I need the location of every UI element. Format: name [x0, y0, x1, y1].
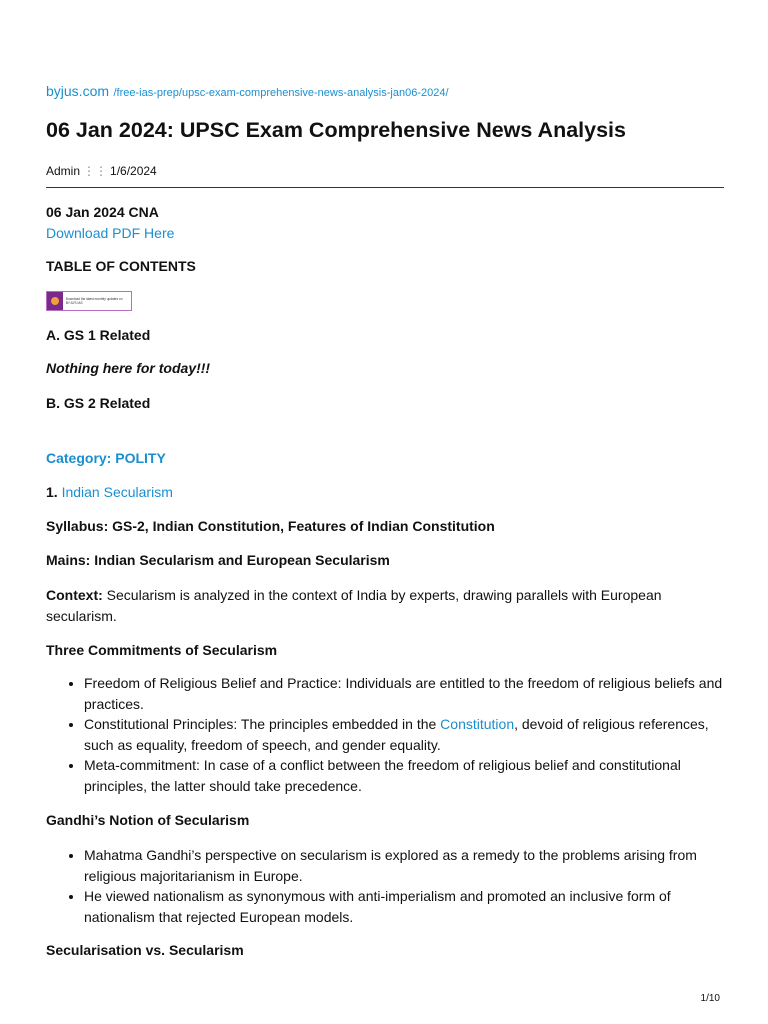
- list-item-text: , devoid of religious references, such as equality, freedom of speech, and gender equality.: [84, 716, 709, 753]
- context-text: Secularism is analyzed in the context of India by experts, drawing parallels with European secularism.: [46, 587, 662, 624]
- page-number: 1/10: [700, 993, 720, 1004]
- topic-heading: [46, 482, 173, 503]
- byjus-logo-icon: [47, 292, 63, 310]
- meta-separator: ⋮⋮: [83, 164, 108, 178]
- context-label: Context:: [46, 587, 103, 603]
- syllabus-line: Syllabus: GS-2, Indian Constitution, Features of Indian Constitution: [46, 518, 495, 534]
- article-meta: [46, 164, 157, 178]
- category-polity-link[interactable]: Category: POLITY: [46, 450, 166, 466]
- list-item: • Freedom of Religious Belief and Practice: Individuals are entitled to the freedom of religious beliefs and practices.: [84, 673, 724, 714]
- source-url[interactable]: [46, 83, 449, 101]
- toc-heading: TABLE OF CONTENTS: [46, 258, 196, 274]
- context-paragraph: [46, 585, 724, 626]
- list-item: • He viewed nationalism as synonymous with anti-imperialism and promoted an inclusive form of nationalism that rejected European models.: [84, 886, 724, 927]
- gandhi-list: [46, 845, 724, 927]
- commitments-list: [46, 673, 724, 796]
- gandhi-heading: Gandhi’s Notion of Secularism: [46, 812, 250, 828]
- download-pdf-link[interactable]: Download PDF Here: [46, 225, 175, 241]
- list-item: • Mahatma Gandhi’s perspective on secularism is explored as a remedy to the problems arising from religious majoritarianism in Europe.: [84, 845, 724, 886]
- commitments-heading: Three Commitments of Secularism: [46, 642, 278, 658]
- title-divider: [46, 187, 724, 188]
- list-item: [84, 714, 724, 755]
- publish-date: 1/6/2024: [110, 164, 157, 178]
- gs2-heading: B. GS 2 Related: [46, 395, 151, 411]
- page-title: 06 Jan 2024: UPSC Exam Comprehensive News Analysis: [46, 118, 626, 142]
- topic-link[interactable]: Indian Secularism: [61, 484, 173, 500]
- topic-number: 1.: [46, 484, 58, 500]
- nothing-note: Nothing here for today!!!: [46, 360, 211, 376]
- list-item-text: Constitutional Principles: The principles embedded in the: [84, 716, 441, 732]
- mains-line: Mains: Indian Secularism and European Secularism: [46, 552, 390, 568]
- cna-heading: 06 Jan 2024 CNA: [46, 204, 159, 220]
- author-name: Admin: [46, 164, 81, 178]
- banner-text: Download the latest monthly updates on BYJU'S IAS: [65, 297, 123, 305]
- download-banner[interactable]: [46, 291, 132, 311]
- constitution-link[interactable]: Constitution: [440, 716, 515, 732]
- source-path[interactable]: /free-ias-prep/upsc-exam-comprehensive-news-analysis-jan06-2024/: [113, 87, 449, 99]
- source-domain[interactable]: byjus.com: [46, 83, 110, 99]
- gs1-heading: A. GS 1 Related: [46, 327, 151, 343]
- list-item: • Meta-commitment: In case of a conflict between the freedom of religious belief and constitutional principles, the latter should take precedence.: [84, 755, 724, 796]
- secularisation-heading: Secularisation vs. Secularism: [46, 942, 244, 958]
